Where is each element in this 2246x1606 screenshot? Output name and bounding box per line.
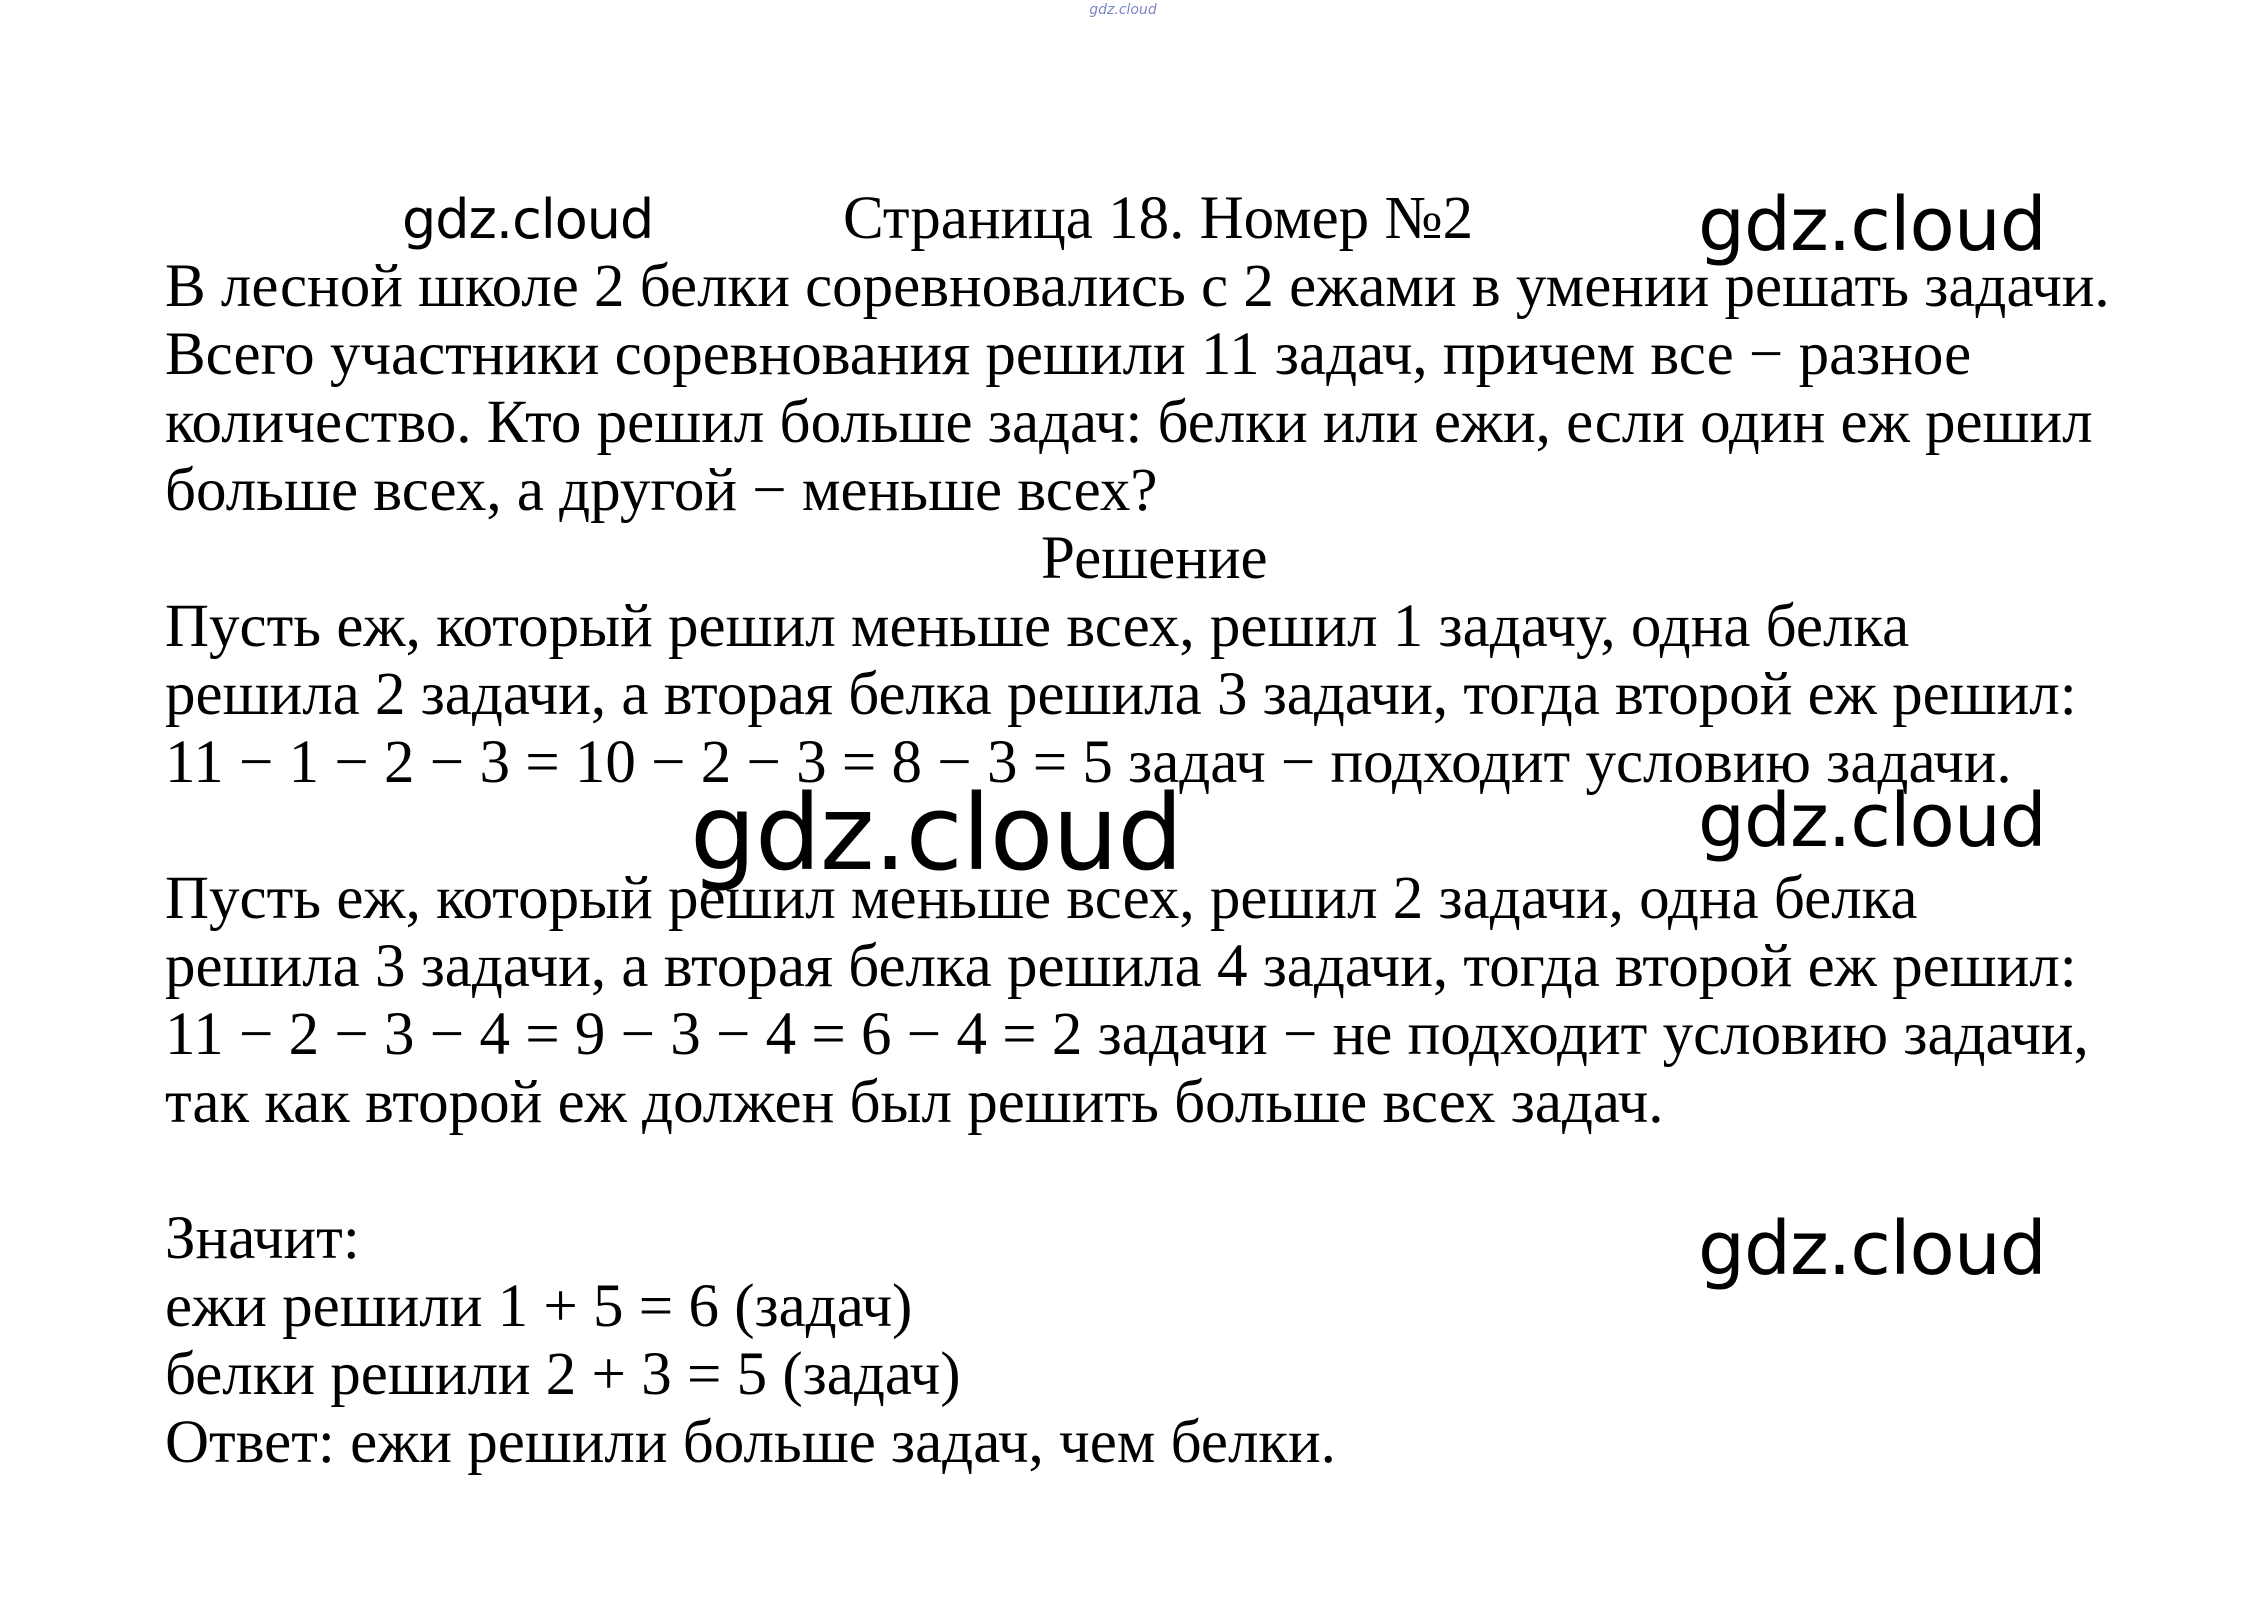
- watermark-bottom-right: gdz.cloud: [1698, 1206, 2046, 1292]
- conclusion-line: ежи решили 1 + 5 = 6 (задач): [165, 1273, 913, 1340]
- top-watermark: gdz.cloud: [1089, 2, 1157, 18]
- answer-line: Ответ: ежи решили больше задач, чем белки.: [165, 1409, 1336, 1476]
- case2-line: 11 − 2 − 3 − 4 = 9 − 3 − 4 = 6 − 4 = 2 задачи − не подходит условию задачи,: [165, 1001, 2089, 1068]
- watermark-header-left: gdz.cloud: [402, 188, 654, 251]
- case1-line: 11 − 1 − 2 − 3 = 10 − 2 − 3 = 8 − 3 = 5 задач − подходит условию задачи.: [165, 729, 2012, 796]
- case2-line: Пусть еж, который решил меньше всех, решил 2 задачи, одна белка: [165, 865, 1918, 932]
- watermark-mid-large: gdz.cloud: [690, 772, 1183, 894]
- problem-line: больше всех, а другой − меньше всех?: [165, 457, 1158, 524]
- case2-line: так как второй еж должен был решить больше всех задач.: [165, 1069, 1664, 1136]
- problem-line: В лесной школе 2 белки соревновались с 2 ежами в умении решать задачи.: [165, 253, 2110, 320]
- problem-line: количество. Кто решил больше задач: белки или ежи, если один еж решил: [165, 389, 2093, 456]
- case2-line: решила 3 задачи, а вторая белка решила 4 задачи, тогда второй еж решил:: [165, 933, 2077, 1000]
- case1-line: решила 2 задачи, а вторая белка решила 3 задачи, тогда второй еж решил:: [165, 661, 2077, 728]
- problem-line: Всего участники соревнования решили 11 задач, причем все − разное: [165, 321, 1972, 388]
- conclusion-line: белки решили 2 + 3 = 5 (задач): [165, 1341, 961, 1408]
- page-title: Страница 18. Номер №2: [843, 185, 1474, 252]
- watermark-mid-right: gdz.cloud: [1698, 778, 2046, 864]
- watermark-header-right: gdz.cloud: [1698, 182, 2046, 268]
- solution-heading: Решение: [1041, 525, 1268, 592]
- conclusion-line: Значит:: [165, 1205, 360, 1272]
- case1-line: Пусть еж, который решил меньше всех, решил 1 задачу, одна белка: [165, 593, 1910, 660]
